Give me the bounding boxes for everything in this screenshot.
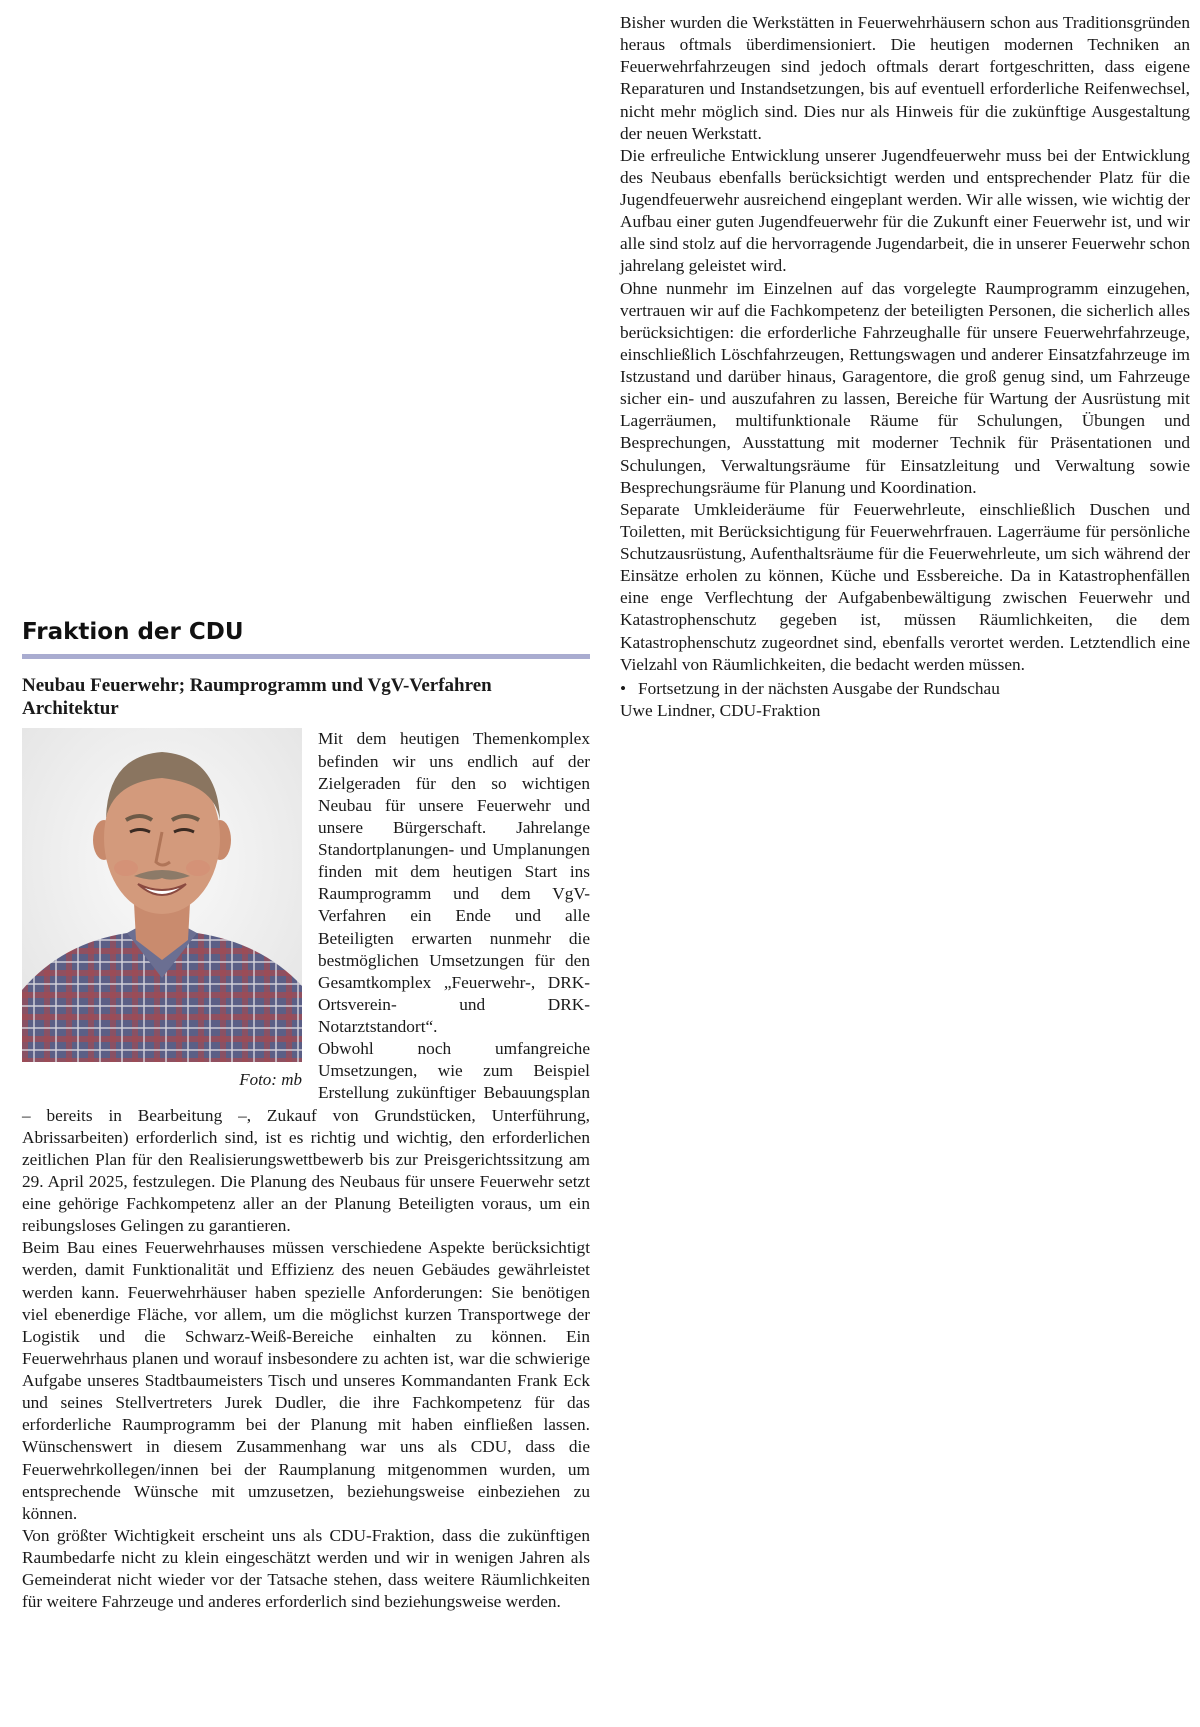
author-signature: Uwe Lindner, CDU-Fraktion xyxy=(620,700,821,720)
bullet-icon: • xyxy=(620,678,627,698)
paragraph: Ohne nunmehr im Einzelnen auf das vorgelegte Raumprogramm einzugehen, vertrauen wir auf die Fachkompetenz der beteiligten Personen, die sicherlich alles berücksichtigen: die erforderliche Fahrzeughalle für unsere Feuerwehrfahrzeuge, einschließlich Löschfahrzeugen, Rettungswagen und anderer Einsatzfahrzeuge im Istzustand und darüber hinaus, Garagentore, die groß genug sind, um Fahrzeuge sicher ein- und auszufahren zu lassen, Bereiche für Wartung der Ausrüstung mit Lagerräumen, multifunktionale Räume für Schulungen, Übungen und Besprechungen, Ausstattung mit moderner Technik für Präsentationen und Schulungen, Verwaltungsräume für Einsatzleitung und Verwaltung sowie Besprechungsräume für Planung und Koordination. xyxy=(620,278,1190,497)
photo-caption: Foto: mb xyxy=(239,1070,302,1090)
article-headline: Neubau Feuerwehr; Raumprogramm und VgV-Verfahren Architektur xyxy=(22,674,492,719)
paragraph: Obwohl noch umfangreiche Umsetzungen, wie zum Beispiel Erstellung zukünftiger Bebauungsplan – bereits in Bearbeitung –, Zukauf von Grundstücken, Unterführung, Abrissarbeiten) erforderlich sind, ist es richtig und wichtig, den erforderlichen zeitlichen Plan für den Realisierungswettbewerb bis zur Preisgerichtssitzung am 29. April 2025, festzulegen. Die Planung des Neubaus für unsere Feuerwehr setzt eine gehörige Fachkompetenz aller an der Planung Beteiligten voraus, um ein reibungsloses Gelingen zu garantieren. xyxy=(22,1039,590,1236)
paragraph: Die erfreuliche Entwicklung unserer Jugendfeuerwehr muss bei der Entwicklung des Neubaus ebenfalls berücksichtigt werden und entsprechender Platz für die Jugendfeuerwehr ausreichend eingeplant werden. Wir alle wissen, wie wichtig der Aufbau einer guten Jugendfeuerwehr für die Zukunft einer Feuerwehr ist, und wir alle sind stolz auf die hervorragende Jugendarbeit, die in unserer Feuerwehr schon jahrelang geleistet wird. xyxy=(620,145,1190,276)
section-rule xyxy=(22,654,590,659)
portrait-photo xyxy=(22,728,302,1062)
continuation-text: Fortsetzung in der nächsten Ausgabe der Rundschau xyxy=(638,678,1000,698)
section-title: Fraktion der CDU xyxy=(22,619,244,645)
photo-block xyxy=(22,728,302,1090)
paragraph: Separate Umkleideräume für Feuerwehrleute, einschließlich Duschen und Toiletten, mit Berücksichtigung für Feuerwehrfrauen. Lagerräume für persönliche Schutzausrüstung, Aufenthaltsräume für die Feuerwehrleute, um sich während der Einsätze erholen zu können, Küche und Essbereiche. Da in Katastrophenfällen eine enge Verflechtung der Aufgabenbewältigung zwischen Feuerwehr und Katastrophenschutz gegeben ist, müssen Räumlichkeiten, die dem Katastrophenschutz zugeordnet sind, ebenfalls verortet werden. Letztendlich eine Vielzahl von Räumlichkeiten, die bedacht werden müssen. xyxy=(620,499,1190,674)
paragraph: Bisher wurden die Werkstätten in Feuerwehrhäusern schon aus Traditionsgründen heraus oftmals überdimensioniert. Die heutigen modernen Techniken an Feuerwehrfahrzeugen sind jedoch oftmals derart fortgeschritten, dass eigene Reparaturen und Instandsetzungen, bis auf eventuell erforderliche Reifenwechsel, nicht mehr möglich sind. Dies nur als Hinweis für die zukünftige Ausgestaltung der neuen Werkstatt. xyxy=(620,13,1190,143)
paragraph: Von größter Wichtigkeit erscheint uns als CDU-Fraktion, dass die zukünftigen Raumbedarfe nicht zu klein eingeschätzt werden und wir in wenigen Jahren als Gemeinderat nicht wieder vor der Tatsache stehen, dass weitere Räumlichkeiten für weitere Fahrzeuge und anderes erforderlich sind beziehungsweise werden. xyxy=(22,1525,590,1612)
left-column xyxy=(22,618,590,1613)
paragraph: Beim Bau eines Feuerwehrhauses müssen verschiedene Aspekte berücksichtigt werden, damit Funktionalität und Effizienz des neuen Gebäudes gewährleistet werden kann. Feuerwehrhäuser haben spezielle Anforderungen: Sie benötigen viel ebenerdige Fläche, vor allem, um die möglichst kurzen Transportwege der Logistik und die Schwarz-Weiß-Bereiche einhalten zu können. Ein Feuerwehrhaus planen und worauf insbesondere zu achten ist, war die schwierige Aufgabe unseres Stadtbaumeisters Tisch und unseres Kommandanten Frank Eck und seines Stellvertreters Jurek Dudler, die ihre Fachkompetenz für das erforderliche Raumprogramm bei der Planung mit haben einfließen lassen. Wünschenswert in diesem Zusammenhang war uns als CDU, dass die Feuerwehrkollegen/innen bei der Raumplanung mitgenommen wurden, um entsprechende Wünsche mit umzusetzen, beziehungsweise einbeziehen zu können. xyxy=(22,1238,590,1523)
continuation-note xyxy=(620,678,1190,700)
right-column xyxy=(620,12,1190,722)
paragraph: Mit dem heutigen Themenkomplex befinden wir uns endlich auf der Zielgeraden für den so wichtigen Neubau für unsere Feuerwehr und unsere Bürgerschaft. Jahrelange Standortplanungen- und Umplanungen finden mit dem heutigen Start ins Raumprogramm und dem VgV-Verfahren ein Ende und alle Beteiligten erwarten nunmehr die bestmöglichen Umsetzungen für den Gesamtkomplex „Feuerwehr-, DRK-Ortsverein- und DRK-Notarztstandort“. xyxy=(318,729,590,1037)
